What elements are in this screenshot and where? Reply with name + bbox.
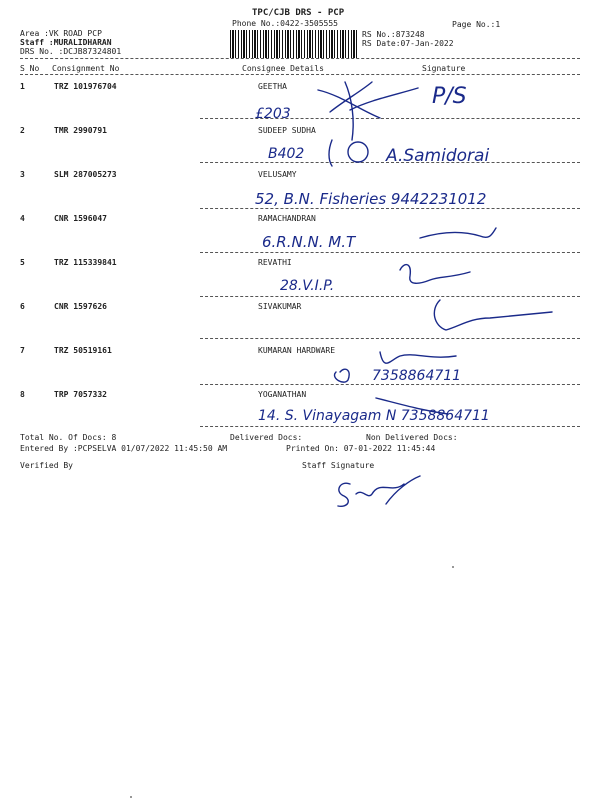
non-delivered-docs: Non Delivered Docs: bbox=[366, 433, 458, 442]
row-sno: 5 bbox=[20, 258, 25, 267]
row-sno: 6 bbox=[20, 302, 25, 311]
rs-date: RS Date:07-Jan-2022 bbox=[362, 39, 454, 48]
rs-number: RS No.:873248 bbox=[362, 30, 425, 39]
row-signature: P/S bbox=[432, 84, 467, 109]
row-signature: A.Samidorai bbox=[386, 146, 490, 166]
row-consignee: VELUSAMY bbox=[258, 170, 297, 179]
row-sno: 3 bbox=[20, 170, 25, 179]
row-consignment: TRZ 101976704 bbox=[54, 82, 117, 91]
row-sno: 2 bbox=[20, 126, 25, 135]
row-consignee: RAMACHANDRAN bbox=[258, 214, 316, 223]
verified-by: Verified By bbox=[20, 461, 73, 470]
drs-number: DRS No. :DCJB87324801 bbox=[20, 47, 122, 56]
row-consignment: TRZ 115339841 bbox=[54, 258, 117, 267]
row-sno: 4 bbox=[20, 214, 25, 223]
col-header-consignment: Consignment No bbox=[52, 64, 120, 73]
row-handwritten-note: B402 bbox=[268, 146, 305, 162]
row-sno: 7 bbox=[20, 346, 25, 355]
row-handwritten-note: £203 bbox=[255, 106, 291, 122]
row-consignee: SUDEEP SUDHA bbox=[258, 126, 316, 135]
document-title: TPC/CJB DRS - PCP bbox=[252, 8, 345, 18]
row-consignment: SLM 287005273 bbox=[54, 170, 117, 179]
col-header-consignee: Consignee Details bbox=[242, 64, 324, 73]
row-consignee: GEETHA bbox=[258, 82, 287, 91]
area-label: Area :VK ROAD PCP bbox=[20, 29, 102, 38]
staff-signature-label: Staff Signature bbox=[302, 461, 375, 470]
col-header-signature: Signature bbox=[422, 64, 466, 73]
row-consignee: KUMARAN HARDWARE bbox=[258, 346, 336, 355]
row-consignment: CNR 1597626 bbox=[54, 302, 107, 311]
row-handwritten-note: 52, B.N. Fisheries 9442231012 bbox=[255, 190, 487, 208]
entered-by: Entered By :PCPSELVA 01/07/2022 11:45:50 AM bbox=[20, 444, 228, 453]
total-docs: Total No. Of Docs: 8 bbox=[20, 433, 117, 442]
row-handwritten-note: 14. S. Vinayagam N 7358864711 bbox=[258, 408, 490, 424]
row-consignee: YOGANATHAN bbox=[258, 390, 307, 399]
row-sno: 1 bbox=[20, 82, 25, 91]
delivered-docs: Delivered Docs: bbox=[230, 433, 303, 442]
row-consignee: SIVAKUMAR bbox=[258, 302, 302, 311]
row-consignee: REVATHI bbox=[258, 258, 292, 267]
printed-on: Printed On: 07-01-2022 11:45:44 bbox=[286, 444, 436, 453]
phone-number: Phone No.:0422-3505555 bbox=[232, 19, 338, 28]
row-consignment: TRP 7057332 bbox=[54, 390, 107, 399]
row-consignment: CNR 1596047 bbox=[54, 214, 107, 223]
col-header-sno: S No bbox=[20, 64, 40, 73]
row-sno: 8 bbox=[20, 390, 25, 399]
row-handwritten-note: 7358864711 bbox=[372, 368, 462, 384]
page-number: Page No.:1 bbox=[452, 20, 501, 29]
row-consignment: TMR 2990791 bbox=[54, 126, 107, 135]
staff-label: Staff :MURALIDHARAN bbox=[20, 38, 112, 47]
row-handwritten-note: 28.V.I.P. bbox=[280, 278, 335, 294]
row-consignment: TRZ 50519161 bbox=[54, 346, 112, 355]
row-handwritten-note: 6.R.N.N. M.T bbox=[262, 233, 356, 251]
